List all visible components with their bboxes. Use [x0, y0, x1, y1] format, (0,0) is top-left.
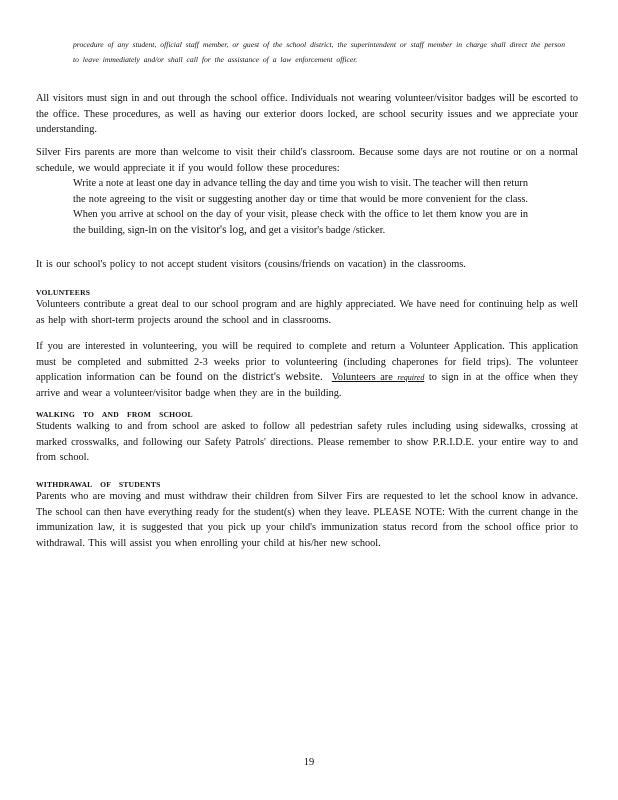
volunteers-heading: VOLUNTEERS [36, 288, 91, 297]
visit-procedures-text: Write a note at least one day in advance telling the day and time you wish to visit. The teacher will then return the note agreeing to the visit or suggesting another day or time that would be more convenient for the class. When you arrive at school on the day of your visit, please check with the office to let them know you are in the building, sign- [73, 178, 528, 236]
classroom-visit-paragraph: Silver Firs parents are more than welcome to visit their child's classroom. Because some days are not routine or on a normal schedule, we would appreciate it if you would follow these procedures: [36, 147, 578, 174]
page-number: 19 [303, 757, 315, 768]
visitor-log-text: in on the visitor's log, and [148, 223, 267, 236]
volunteer-sign-in-text: to sign in at the office when they arrive and wear a volunteer/visitor badge when they are in the building. [36, 372, 578, 399]
student-visitors-policy: It is our school's policy to not accept student visitors (cousins/friends on vacation) in the classrooms. [36, 259, 466, 270]
walking-paragraph: Students walking to and from school are asked to follow all pedestrian safety rules including using sidewalks, crossing at marked crosswalks, and following our Safety Patrols' directions. Please remember to show P.R.I.D.E. your entire way to and from school. [36, 421, 578, 464]
withdrawal-paragraph: Parents who are moving and must withdraw their children from Silver Firs are requested to let the school know in advance. The school can then have everything ready for the student(s) when they leave. PLEASE NOTE: With the current change in the immunization law, it is suggested that you pick up your child's immunization status record from the school office prior to withdrawal. This will assist you when enrolling your child at his/her new school. [36, 491, 578, 549]
visitor-badge-text: get a visitor's badge /sticker. [266, 224, 386, 236]
volunteer-application-text: If you are interested in volunteering, you will be required to complete and return a Volunteer Application. This application must be completed and submitted 2-3 weeks prior to volunteering (including chaperones for field trips). The volunteer application information [36, 341, 578, 384]
withdrawal-heading: WITHDRAWAL OF STUDENTS [36, 480, 161, 489]
policy-fragment: procedure of any student, official staff member, or guest of the school district, the superintendent or staff member in charge shall direct the person to leave immediately and/or shall call for the assistance of a law enforcement officer. [73, 40, 565, 64]
visit-procedures [73, 176, 528, 238]
visitors-paragraph: All visitors must sign in and out through the school office. Individuals not wearing volunteer/visitor badges will be escorted to the office. These procedures, as well as having our exterior doors locked, are school security issues and we appreciate your understanding. [36, 93, 578, 136]
walking-heading: WALKING TO AND FROM SCHOOL [36, 410, 193, 419]
district-website-text: can be found on the district's website. [139, 371, 323, 384]
volunteers-required-text: Volunteers are required [331, 372, 425, 384]
volunteers-paragraph: Volunteers contribute a great deal to our school program and are highly appreciated. We have need for continuing help as well as help with short-term projects around the school and in classrooms. [36, 299, 578, 326]
volunteer-application-paragraph [36, 339, 578, 401]
